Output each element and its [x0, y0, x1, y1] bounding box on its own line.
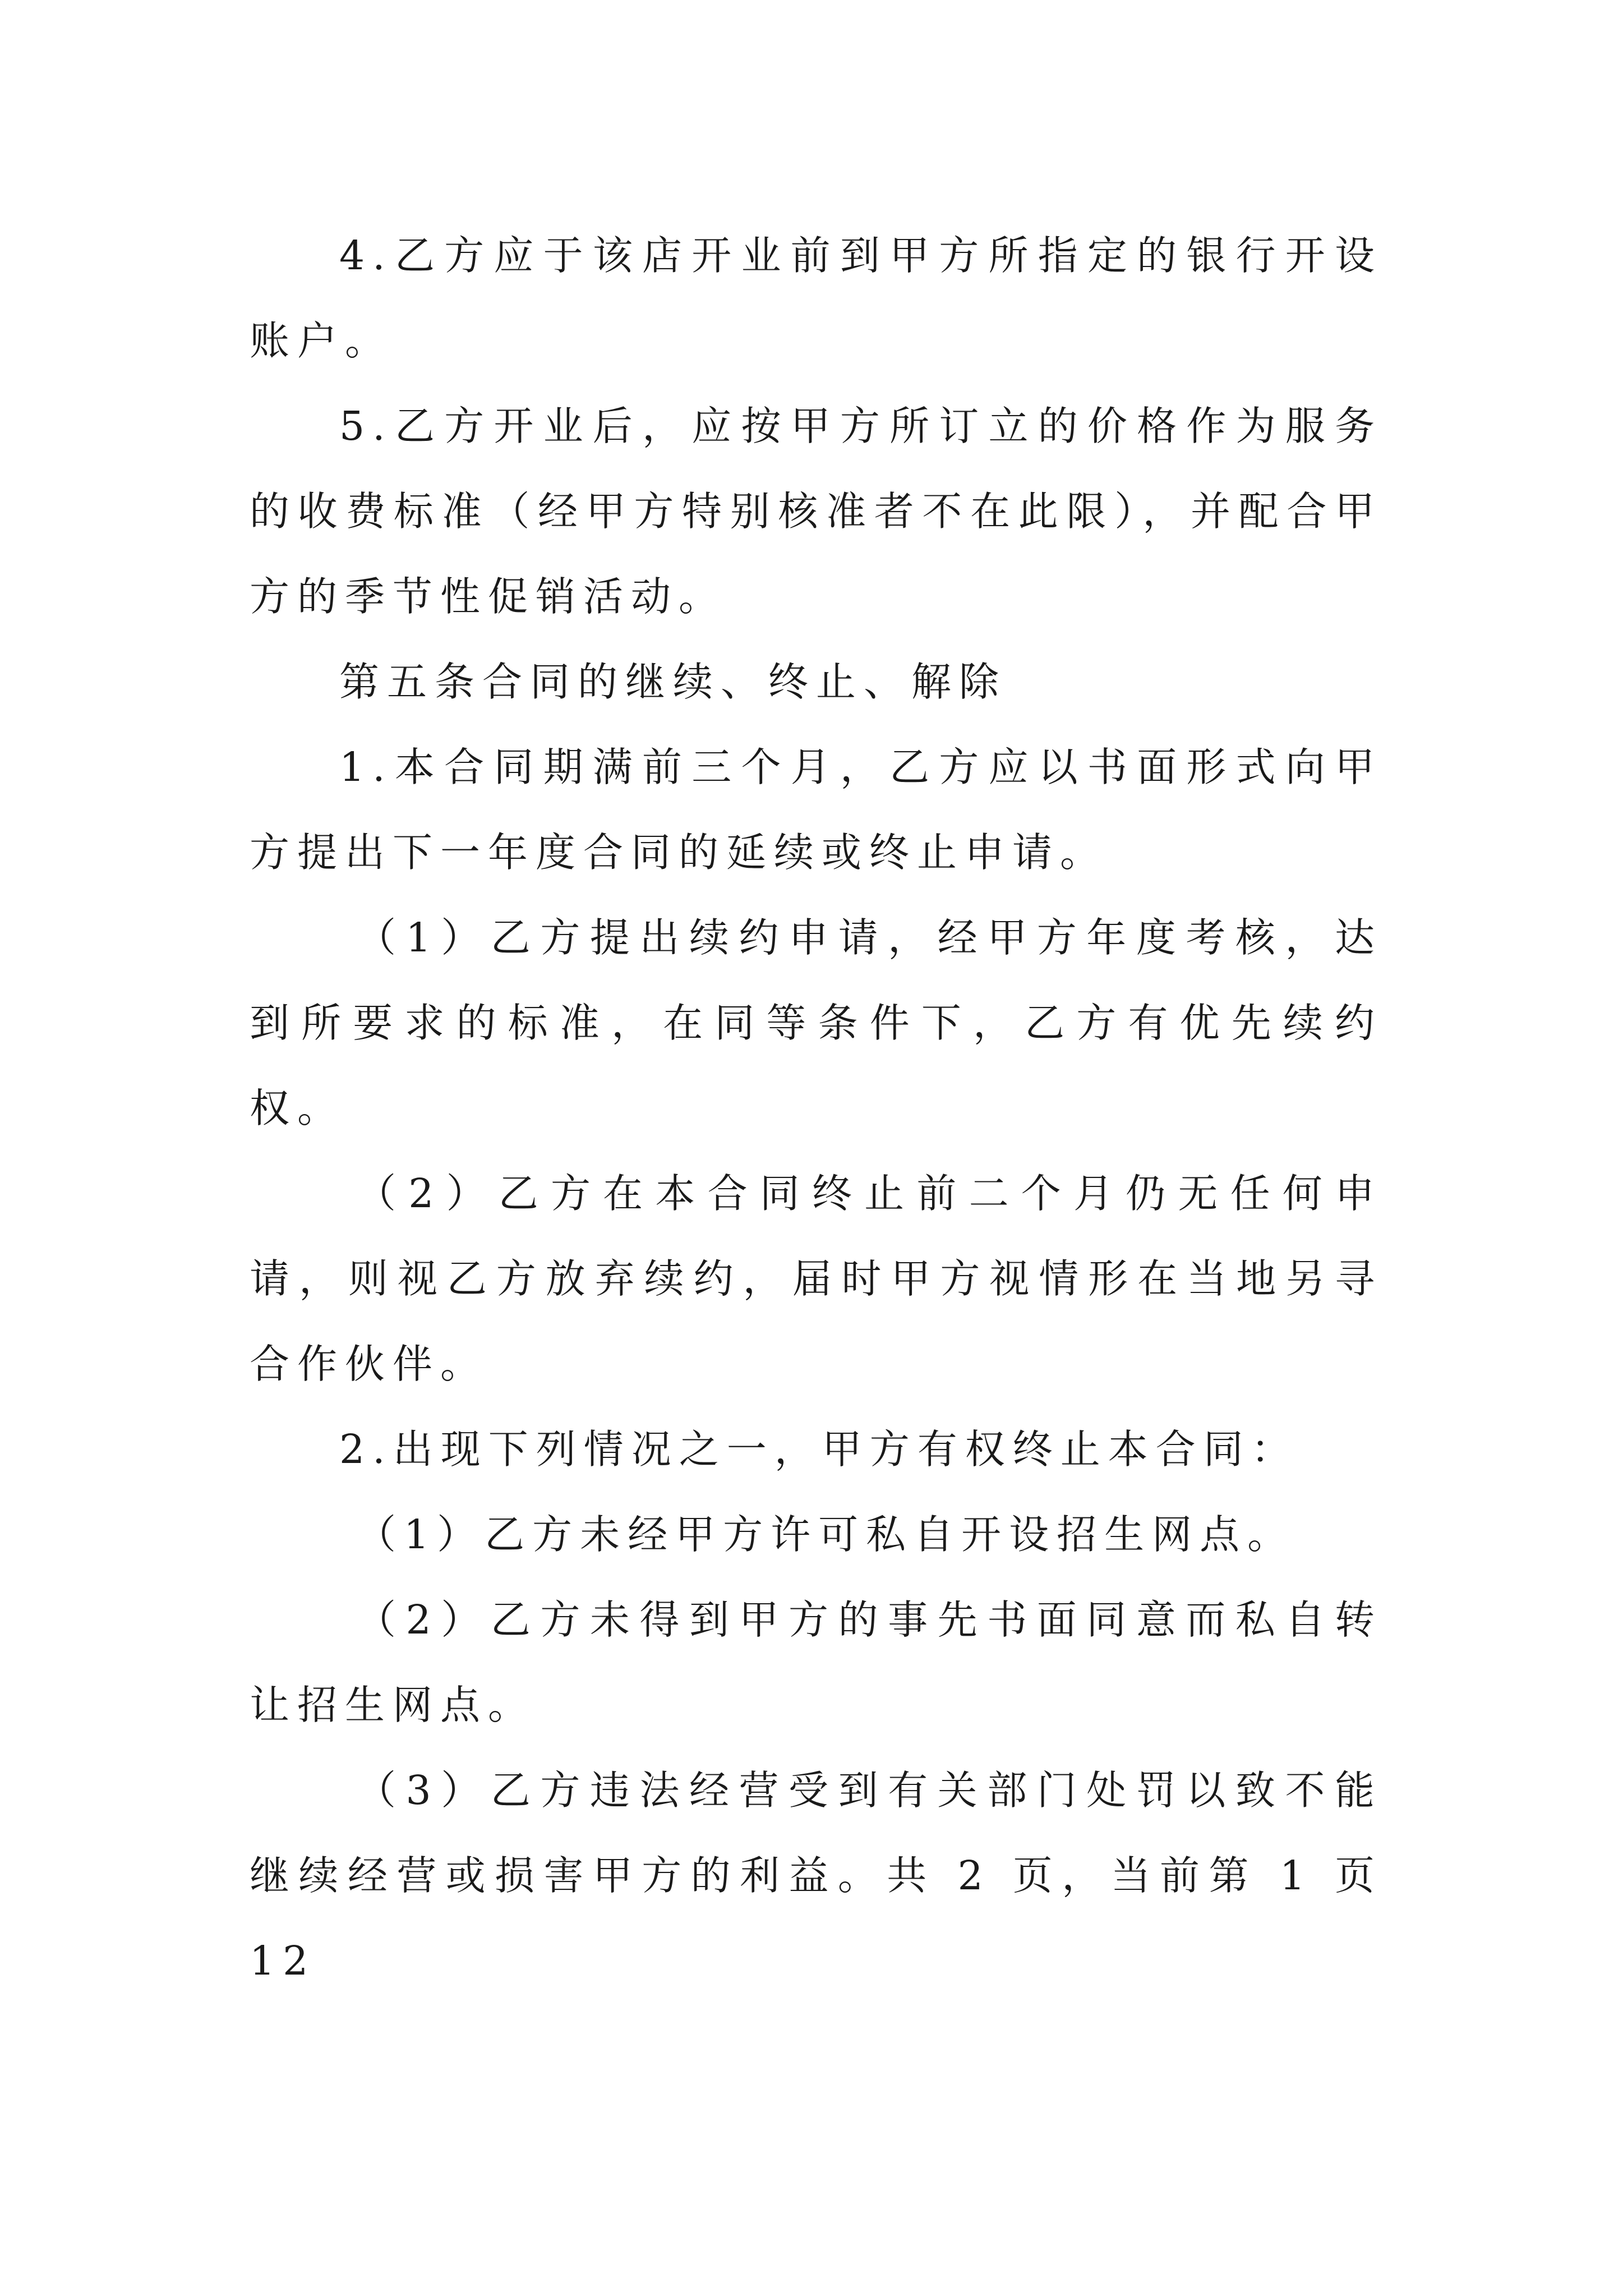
paragraph-item-5: 5.乙方开业后，应按甲方所订立的价格作为服务的收费标准（经甲方特别核准者不在此限），并配合甲方的季节性促销活动。: [250, 403, 1382, 620]
termination-item-1: （1）乙方未经甲方许可私自开设招生网点。: [356, 1511, 1295, 1558]
paragraph-item-1: 1.本合同期满前三个月，乙方应以书面形式向甲方提出下一年度合同的延续或终止申请。: [250, 744, 1382, 876]
termination-item-3: （3）乙方违法经营受到有关部门处罚以致不能继续经营或损害甲方的利益。共 2 页，当前第 1 页 12: [250, 1767, 1382, 1984]
sub-item-1: （1）乙方提出续约申请，经甲方年度考核，达到所要求的标准，在同等条件下，乙方有优先续约权。: [250, 914, 1382, 1131]
sub-item-2: （2）乙方在本合同终止前二个月仍无任何申请，则视乙方放弃续约，届时甲方视情形在当地另寻合作伙伴。: [250, 1170, 1382, 1387]
document-body: [250, 213, 1382, 2004]
paragraph-item-2: 2.出现下列情况之一，甲方有权终止本合同：: [339, 1426, 1299, 1473]
paragraph-item-4: 4.乙方应于该店开业前到甲方所指定的银行开设账户。: [250, 232, 1382, 364]
termination-item-2: （2）乙方未得到甲方的事先书面同意而私自转让招生网点。: [250, 1596, 1382, 1728]
section-heading: 第五条合同的继续、终止、解除: [339, 659, 1007, 705]
